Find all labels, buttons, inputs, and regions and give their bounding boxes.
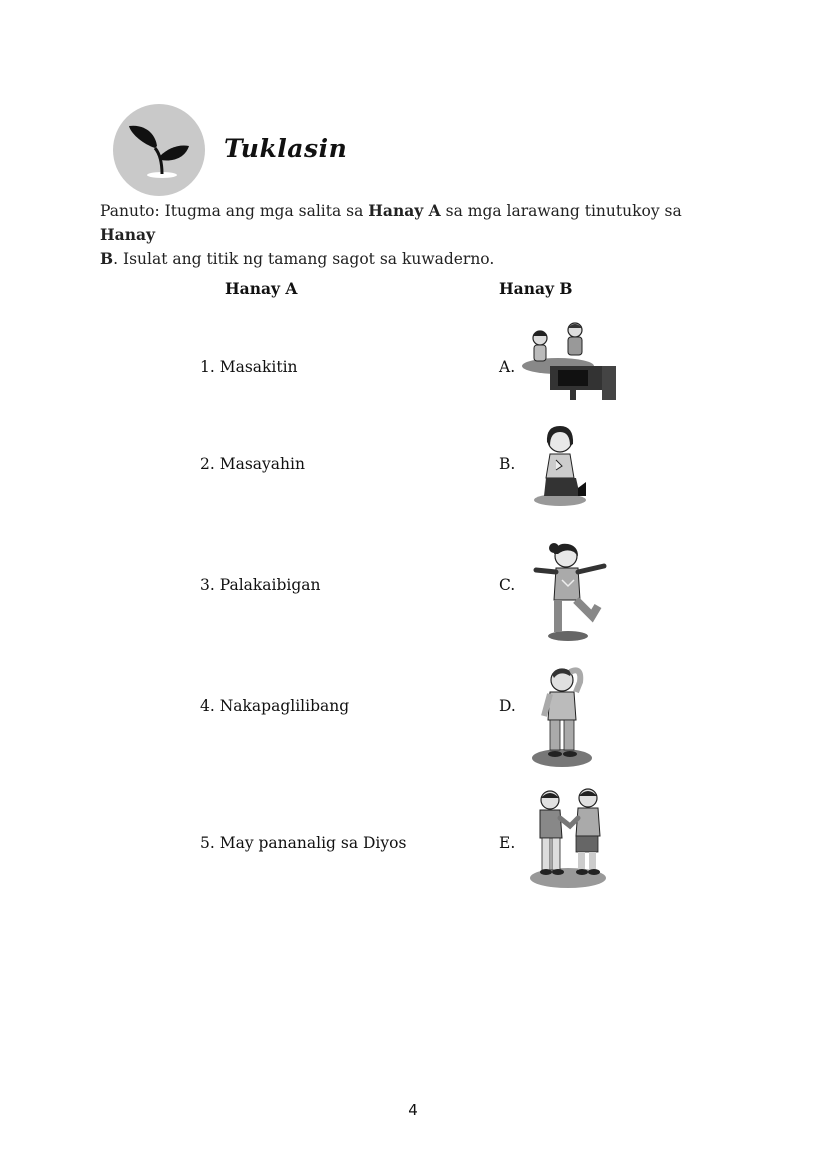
section-title: Tuklasin <box>224 134 348 163</box>
section-badge <box>113 104 205 196</box>
instructions-bold-b: B <box>100 249 114 268</box>
children-at-computer-icon <box>520 318 620 402</box>
hanay-a-item-1: 1. Masakitin <box>200 358 298 376</box>
two-boys-shaking-hands-icon <box>528 786 608 890</box>
hanay-a-header: Hanay A <box>225 279 298 298</box>
instructions-bold-hanay-a: Hanay A <box>368 201 441 220</box>
hanay-b-letter-e: E. <box>499 834 516 852</box>
happy-dancing-girl-icon <box>532 540 610 642</box>
hanay-b-letter-b: B. <box>499 455 516 473</box>
hanay-a-item-5: 5. May pananalig sa Diyos <box>200 834 407 852</box>
hanay-b-letter-c: C. <box>499 576 516 594</box>
sprout-icon <box>113 104 205 196</box>
hanay-b-letter-d: D. <box>499 697 516 715</box>
instructions-text-1: Itugma ang mga salita sa <box>159 202 369 220</box>
instructions <box>100 199 740 271</box>
hanay-b-header: Hanay B <box>499 279 573 298</box>
instructions-text-2: sa mga larawang tinutukoy sa <box>440 202 682 220</box>
instructions-prefix: Panuto: <box>100 202 160 220</box>
sick-boy-holding-head-icon <box>530 662 596 768</box>
instructions-text-3: . Isulat ang titik ng tamang sagot sa kuwaderno. <box>113 250 495 268</box>
hanay-a-item-2: 2. Masayahin <box>200 455 305 473</box>
hanay-a-item-4: 4. Nakapaglilibang <box>200 697 350 715</box>
kneeling-praying-girl-icon <box>532 422 592 508</box>
page-number: 4 <box>408 1101 418 1119</box>
instructions-bold-hanay: Hanay <box>100 225 156 244</box>
hanay-a-item-3: 3. Palakaibigan <box>200 576 321 594</box>
hanay-b-letter-a: A. <box>499 358 516 376</box>
